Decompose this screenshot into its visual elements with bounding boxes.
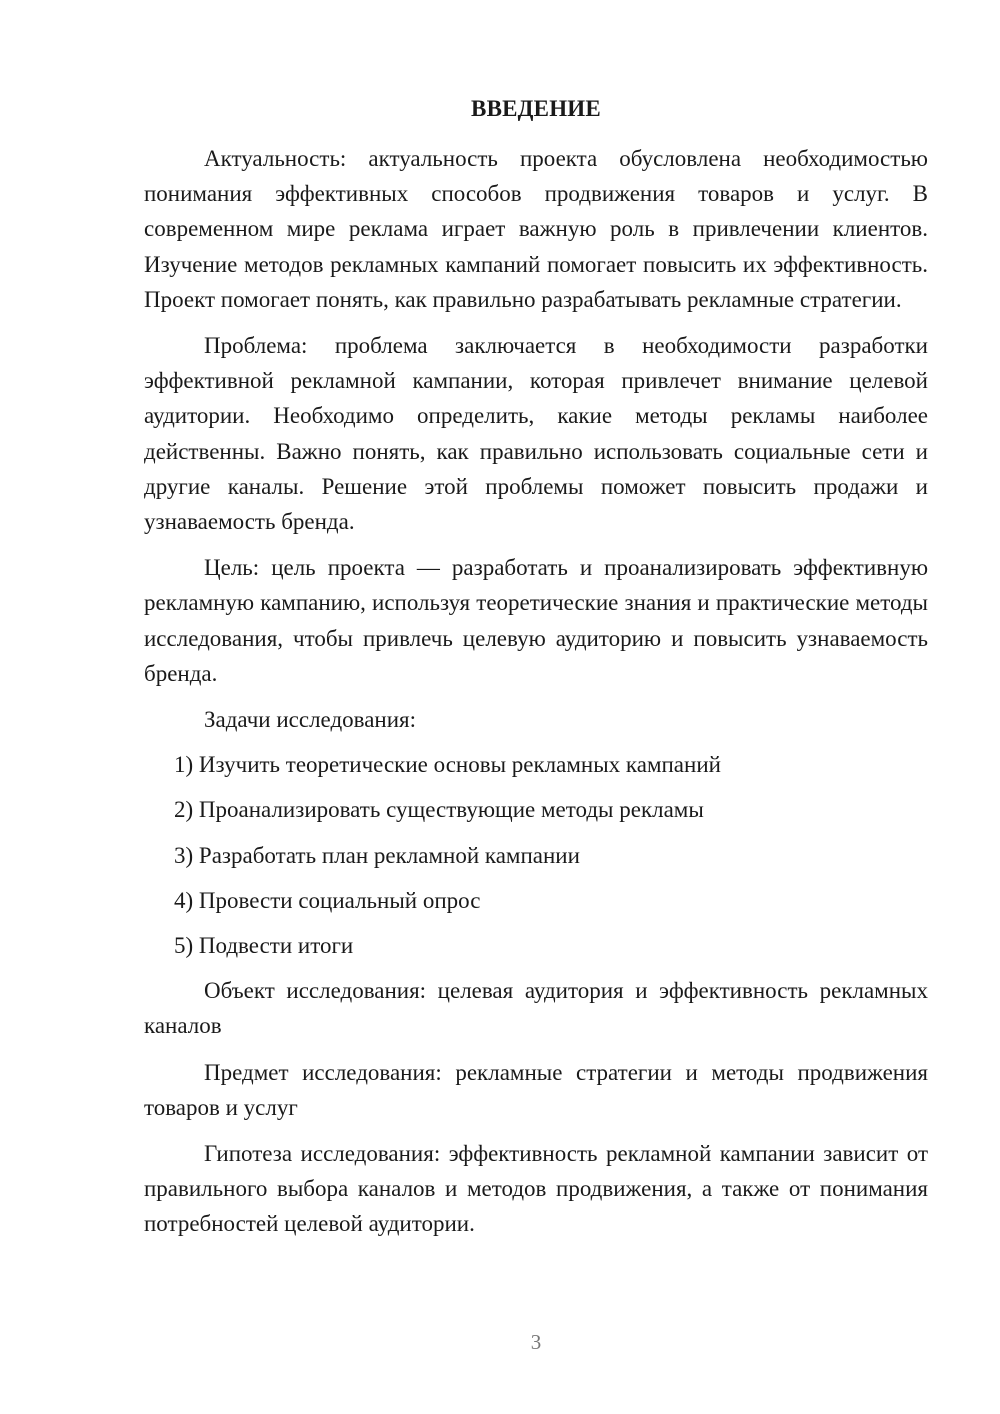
task-item: 5) Подвести итоги	[174, 933, 354, 959]
task-item: 4) Провести социальный опрос	[174, 887, 481, 913]
relevance-paragraph: Актуальность: актуальность проекта обусловлена необходимостью понимания эффективных способов продвижения товаров и услуг. В современном мире реклама играет важную роль в привлечении клиентов. Изучение методов рекламных кампаний помогает повысить их эффективность. Проект помогает понять, как правильно разрабатывать рекламные стратегии.	[144, 146, 928, 312]
problem-paragraph: Проблема: проблема заключается в необходимости разработки эффективной рекламной кампании, которая привлечет внимание целевой аудитории. Необходимо определить, какие методы рекламы наиболее действенны. Важно понять, как правильно использовать социальные сети и другие каналы. Решение этой проблемы поможет повысить продажи и узнаваемость бренда.	[144, 333, 928, 535]
page-content	[144, 141, 928, 1253]
tasks-heading: Задачи исследования:	[204, 707, 417, 733]
subject-paragraph: Предмет исследования: рекламные стратегии и методы продвижения товаров и услуг	[144, 1059, 928, 1120]
task-item: 1) Изучить теоретические основы рекламных кампаний	[174, 752, 721, 778]
goal-paragraph: Цель: цель проекта — разработать и проанализировать эффективную рекламную кампанию, используя теоретические знания и практические методы исследования, чтобы привлечь целевую аудиторию и повысить узнаваемость бренда.	[144, 555, 928, 686]
page-number: 3	[530, 1330, 542, 1354]
task-item: 3) Разработать план рекламной кампании	[174, 842, 580, 868]
page-title: ВВЕДЕНИЕ	[471, 96, 601, 121]
task-item: 2) Проанализировать существующие методы рекламы	[174, 797, 704, 823]
object-paragraph: Объект исследования: целевая аудитория и эффективность рекламных каналов	[144, 978, 928, 1039]
hypothesis-paragraph: Гипотеза исследования: эффективность рекламной кампании зависит от правильного выбора каналов и методов продвижения, а также от понимания потребностей целевой аудитории.	[144, 1141, 928, 1237]
